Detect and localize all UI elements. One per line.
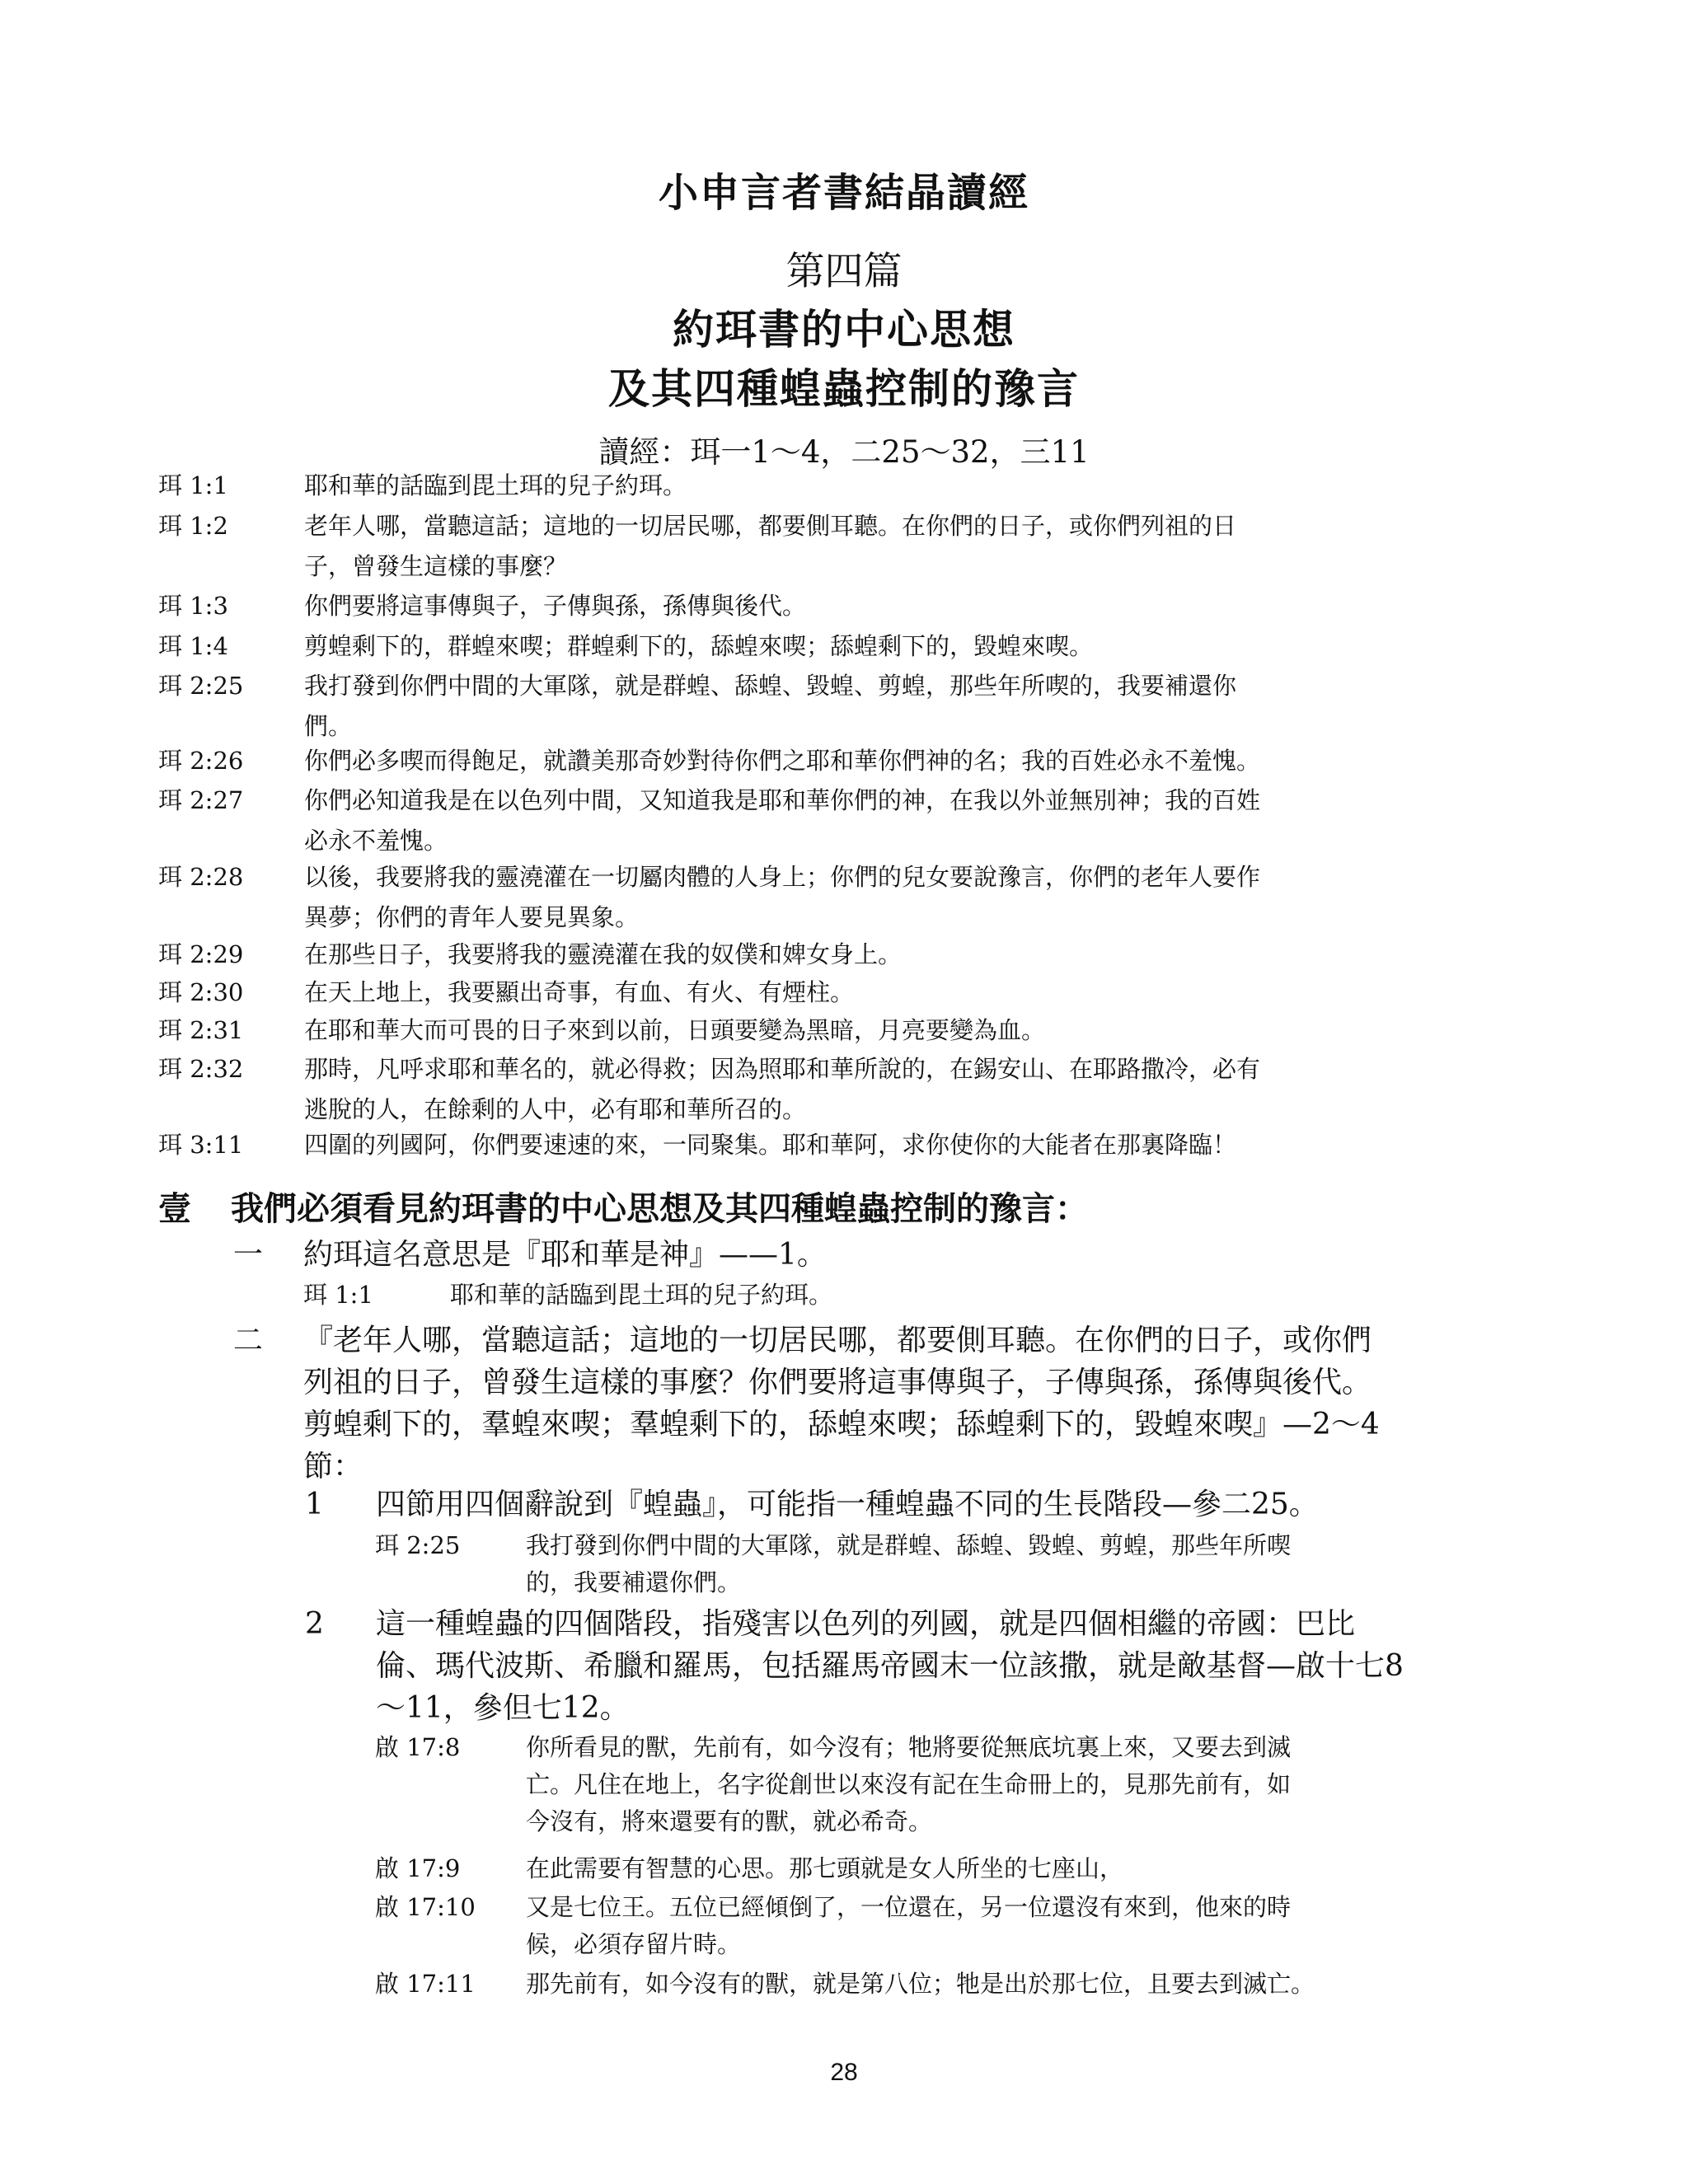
outline-point — [233, 1319, 1519, 1493]
verse-reference: 珥 2:26 — [158, 747, 244, 775]
verse-reference: 啟 17:8 — [375, 1733, 461, 1761]
verse-text-line: 候，必須存留片時。 — [526, 1930, 742, 1958]
verse-text-line: 我打發到你們中間的大軍隊，就是群蝗、舔蝗、毀蝗、剪蝗，那些年所喫 — [526, 1531, 1292, 1559]
verse-text-line: 在此需要有智慧的心思。那七頭就是女人所坐的七座山， — [526, 1854, 1124, 1882]
verse-text-line: 你們要將這事傳與子，子傳與孫，孫傳與後代。 — [304, 592, 807, 620]
verse-reference: 珥 1:1 — [158, 471, 228, 499]
subtitle-line-1: 約珥書的中心思想 — [673, 305, 1015, 354]
verse-item — [158, 506, 1510, 587]
subpoint-text-line: ～11，參但七12。 — [376, 1691, 630, 1725]
subpoint-number: 1 — [305, 1488, 324, 1521]
verse-item — [158, 586, 1510, 626]
verse-text-line: 四圍的列國阿，你們要速速的來，一同聚集。耶和華阿，求你使你的大能者在那裏降臨！ — [304, 1131, 1237, 1159]
verse-item — [158, 1049, 1510, 1130]
verse-text-line: 我打發到你們中間的大軍隊，就是群蝗、舔蝗、毀蝗、剪蝗，那些年所喫的，我要補還你 — [304, 672, 1237, 700]
verse-reference: 珥 2:25 — [158, 672, 244, 700]
verse-reference: 啟 17:9 — [375, 1854, 461, 1882]
point-text-line: 節： — [303, 1450, 363, 1483]
cited-verse — [303, 1277, 1523, 1314]
page-number: 28 — [830, 2059, 858, 2086]
document-title: 小申言者書結晶讀經 — [658, 170, 1029, 216]
verse-reference: 珥 2:27 — [158, 786, 244, 814]
verse-reference: 珥 1:4 — [158, 632, 228, 660]
verse-text-line: 以後，我要將我的靈澆灌在一切屬肉體的人身上；你們的兒女要說豫言，你們的老年人要作 — [304, 863, 1261, 891]
cited-verse — [375, 1889, 1529, 1963]
verse-item — [158, 466, 1510, 506]
verse-reference: 啟 17:10 — [375, 1893, 476, 1921]
verse-text-line: 在耶和華大而可畏的日子來到以前，日頭要變為黑暗，月亮要變為血。 — [304, 1016, 1046, 1044]
verse-text-line: 那先前有，如今沒有的獸，就是第八位；牠是出於那七位，且要去到滅亡。 — [526, 1970, 1315, 1998]
outline-subpoint — [305, 1603, 1525, 1729]
point-number: 二 — [233, 1324, 264, 1357]
verse-text-line: 耶和華的話臨到毘土珥的兒子約珥。 — [304, 471, 687, 499]
verse-reference: 珥 2:32 — [158, 1055, 244, 1083]
verse-item — [158, 780, 1510, 861]
cited-verse — [375, 1966, 1529, 2003]
verse-item — [158, 1010, 1510, 1051]
verse-text-line: 在那些日子，我要將我的靈澆灌在我的奴僕和婢女身上。 — [304, 940, 903, 968]
verse-reference: 珥 2:30 — [158, 978, 244, 1006]
subpoint-text-line: 這一種蝗蟲的四個階段，指殘害以色列的列國，就是四個相繼的帝國：巴比 — [376, 1607, 1356, 1641]
verse-reference: 珥 1:1 — [303, 1281, 373, 1309]
verse-reference: 珥 1:2 — [158, 512, 228, 540]
verse-text-line: 逃脫的人，在餘剩的人中，必有耶和華所召的。 — [304, 1095, 807, 1123]
verse-item — [158, 741, 1510, 781]
verse-item — [158, 1125, 1510, 1165]
section-title: 我們必須看見約珥書的中心思想及其四種蝗蟲控制的豫言： — [231, 1189, 1088, 1228]
verse-item — [158, 666, 1510, 747]
verse-text-line: 耶和華的話臨到毘土珥的兒子約珥。 — [450, 1281, 833, 1309]
scripture-reading: 讀經：珥一1～4，二25～32，三11 — [598, 434, 1090, 470]
verse-reference: 珥 2:29 — [158, 940, 244, 968]
part-heading: 第四篇 — [785, 249, 903, 294]
verse-text-line: 又是七位王。五位已經傾倒了，一位還在，另一位還沒有來到，他來的時 — [526, 1893, 1292, 1921]
verse-text-line: 那時，凡呼求耶和華名的，就必得救；因為照耶和華所說的，在錫安山、在耶路撒冷，必有 — [304, 1055, 1261, 1083]
verse-text-line: 在天上地上，我要顯出奇事，有血、有火、有煙柱。 — [304, 978, 855, 1006]
verse-text-line: 的，我要補還你們。 — [526, 1568, 742, 1596]
point-text-line: 列祖的日子，曾發生這樣的事麼？你們要將這事傳與子，子傳與孫，孫傳與後代。 — [303, 1366, 1372, 1399]
verse-text-line: 你所看見的獸，先前有，如今沒有；牠將要從無底坑裏上來，又要去到滅 — [526, 1733, 1292, 1761]
subpoint-text-line: 四節用四個辭說到『蝗蟲』，可能指一種蝗蟲不同的生長階段—參二25。 — [376, 1488, 1319, 1521]
verse-reference: 珥 2:25 — [375, 1531, 461, 1559]
cited-verse — [375, 1850, 1529, 1887]
verse-text-line: 異夢；你們的青年人要見異象。 — [304, 903, 640, 931]
verse-reference: 珥 2:28 — [158, 863, 244, 891]
verse-text-line: 你們必知道我是在以色列中間，又知道我是耶和華你們的神，在我以外並無別神；我的百姓 — [304, 786, 1261, 814]
verse-reference: 珥 1:3 — [158, 592, 228, 620]
section-number: 壹 — [158, 1189, 191, 1228]
point-text-line: 『老年人哪，當聽這話；這地的一切居民哪，都要側耳聽。在你們的日子，或你們 — [303, 1324, 1372, 1357]
point-text-line: 剪蝗剩下的，羣蝗來喫；羣蝗剩下的，舔蝗來喫；舔蝗剩下的，毀蝗來喫』—2～4 — [303, 1408, 1380, 1441]
verse-reference: 啟 17:11 — [375, 1970, 476, 1998]
point-number: 一 — [233, 1238, 264, 1272]
verse-text-line: 們。 — [304, 712, 353, 740]
subtitle-line-2: 及其四種蝗蟲控制的豫言 — [608, 364, 1080, 413]
subpoint-number: 2 — [305, 1607, 324, 1641]
verse-reference: 珥 2:31 — [158, 1016, 244, 1044]
verse-reference: 珥 3:11 — [158, 1131, 244, 1159]
verse-text-line: 剪蝗剩下的，群蝗來喫；群蝗剩下的，舔蝗來喫；舔蝗剩下的，毀蝗來喫。 — [304, 632, 1094, 660]
point-text-line: 約珥這名意思是『耶和華是神』——1。 — [303, 1238, 827, 1272]
verse-item — [158, 857, 1510, 938]
verse-text-line: 今沒有，將來還要有的獸，就必希奇。 — [526, 1807, 933, 1835]
verse-item — [158, 935, 1510, 975]
verse-item — [158, 972, 1510, 1013]
outline-subpoint — [305, 1483, 1525, 1526]
subpoint-text-line: 倫、瑪代波斯、希臘和羅馬，包括羅馬帝國末一位該撒，就是敵基督—啟十七8 — [376, 1649, 1404, 1683]
cited-verse — [375, 1729, 1529, 1840]
verse-text-line: 必永不羞愧。 — [304, 827, 448, 855]
verse-item — [158, 626, 1510, 667]
outline-point — [233, 1234, 1519, 1276]
verse-text-line: 子，曾發生這樣的事麼？ — [304, 552, 568, 580]
verse-text-line: 你們必多喫而得飽足，就讚美那奇妙對待你們之耶和華你們神的名；我的百姓必永不羞愧。 — [304, 747, 1261, 775]
cited-verse — [375, 1527, 1529, 1601]
verse-text-line: 老年人哪，當聽這話；這地的一切居民哪，都要側耳聽。在你們的日子，或你們列祖的日 — [304, 512, 1237, 540]
verse-text-line: 亡。凡住在地上，名字從創世以來沒有記在生命冊上的，見那先前有，如 — [526, 1770, 1292, 1798]
